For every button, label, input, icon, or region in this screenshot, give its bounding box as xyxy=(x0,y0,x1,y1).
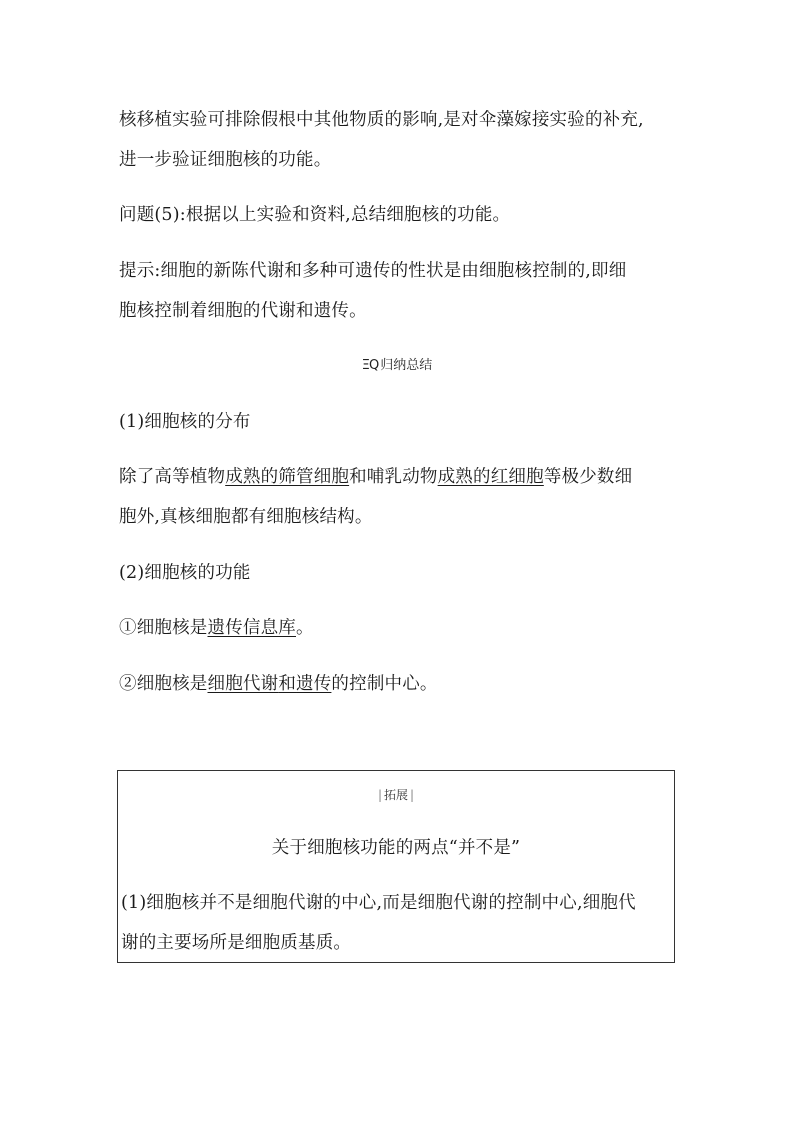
intro-line-2: 进一步验证细胞核的功能。 xyxy=(119,150,332,170)
function-text: ①细胞核是 xyxy=(119,618,208,638)
extension-box xyxy=(117,770,675,963)
tag-bracket-right: | xyxy=(410,788,415,802)
hint-line-2: 胞核控制着细胞的代谢和遗传。 xyxy=(119,301,367,321)
underlined-term: 细胞代谢 xyxy=(207,674,279,694)
distribution-text: 除了高等植物 xyxy=(119,467,226,487)
underlined-term: 遗传 xyxy=(296,674,332,694)
function-heading: (2)细胞核的功能 xyxy=(119,563,251,583)
function-text: 的控制中心。 xyxy=(331,674,438,694)
distribution-text: 和哺乳动物 xyxy=(349,467,438,487)
extension-line-2: 谢的主要场所是细胞质基质。 xyxy=(121,933,352,953)
underlined-term: 遗传信息库 xyxy=(207,618,296,638)
intro-line-1: 核移植实验可排除假根中其他物质的影响,是对伞藻嫁接实验的补充, xyxy=(119,110,644,130)
function-item-2 xyxy=(119,672,438,696)
function-text: ②细胞核是 xyxy=(119,674,208,694)
function-item-1 xyxy=(119,616,314,640)
underlined-term: 成熟的红细胞 xyxy=(437,467,544,487)
summary-title-text: 归纳总结 xyxy=(380,358,433,373)
underlined-term: 和 xyxy=(278,674,297,694)
extension-line-1: (1)细胞核并不是细胞代谢的中心,而是细胞代谢的控制中心,细胞代 xyxy=(121,893,636,913)
extension-heading: 关于细胞核功能的两点“并不是” xyxy=(271,838,521,858)
summary-section-title xyxy=(0,356,794,376)
extension-tag xyxy=(118,786,674,804)
distribution-line-1 xyxy=(119,465,632,489)
question-text: 问题(5):根据以上实验和资料,总结细胞核的功能。 xyxy=(119,205,511,225)
underlined-term: 成熟的筛管细胞 xyxy=(225,467,350,487)
distribution-text: 等极少数细 xyxy=(543,467,633,487)
tag-bracket-left: | xyxy=(377,788,382,802)
distribution-heading: (1)细胞核的分布 xyxy=(119,412,251,432)
extension-tag-text: 拓展 xyxy=(383,788,408,802)
hint-line-1: 提示:细胞的新陈代谢和多种可遗传的性状是由细胞核控制的,即细 xyxy=(119,261,627,281)
summary-icon: ΞQ xyxy=(361,358,379,373)
distribution-line-2: 胞外,真核细胞都有细胞核结构。 xyxy=(119,507,373,527)
function-text: 。 xyxy=(296,618,314,638)
